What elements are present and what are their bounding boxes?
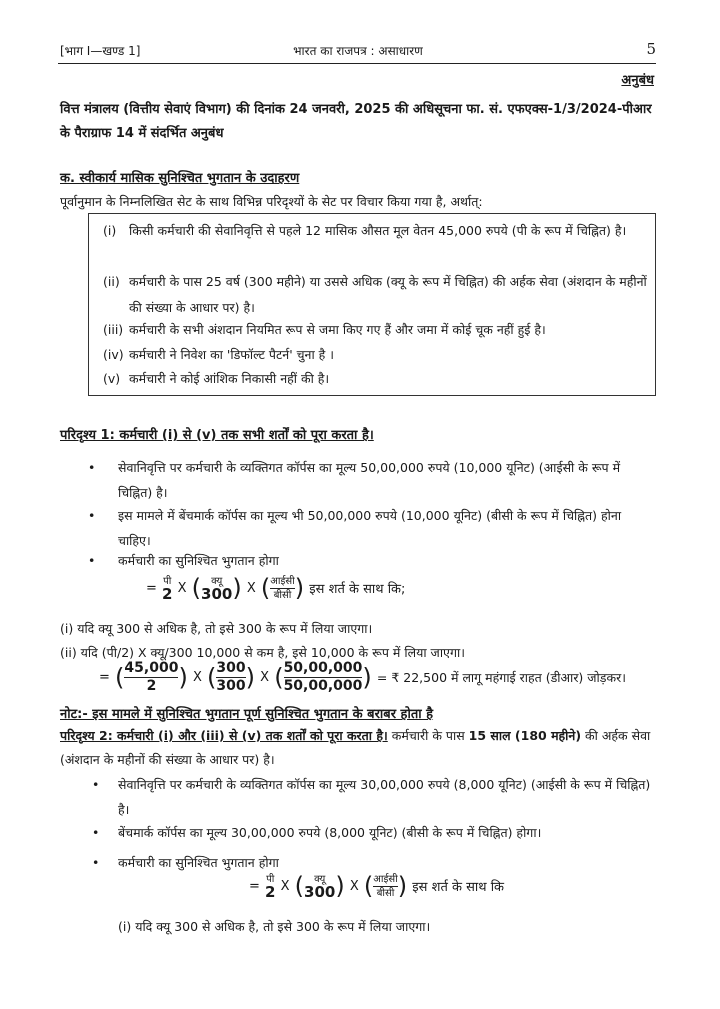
- list-item: [88, 548, 656, 573]
- header-divider: [58, 63, 656, 64]
- condition-text: कर्मचारी के सभी अंशदान नियमित रूप से जमा किए गए हैं और जमा में कोई चूक नहीं हुई है।: [129, 322, 546, 337]
- formula-condition-text: इस शर्त के साथ कि: [412, 880, 505, 895]
- fraction-ic-over-bc: [373, 873, 397, 900]
- list-item: [88, 503, 656, 553]
- fraction-denominator: 50,00,000: [283, 678, 363, 694]
- formula-condition-2: (ii) यदि (पी/2) X क्यू/300 10,000 से कम है, इसे 10,000 के रूप में लिया जाएगा।: [60, 645, 465, 660]
- fraction-denominator: 2: [124, 677, 178, 695]
- fraction-numerator: आईसी: [270, 575, 295, 587]
- list-item: [92, 772, 656, 822]
- fraction-denominator: बीसी: [373, 886, 397, 900]
- bullet-text: इस मामले में बेंचमार्क कॉर्पस का मूल्य भी 50,00,000 रुपये (10,000 यूनिट) (बीसी के रूप में चिह्नित) होना चाहिए।: [118, 508, 622, 548]
- annex-title: अनुबंध: [621, 73, 654, 88]
- calculation-result: = ₹ 22,500 में लागू महंगाई राहत (डीआर) जोड़कर।: [376, 670, 626, 685]
- fraction-q-over-300: [201, 575, 232, 601]
- scenario-2-text: की अर्हक सेवा (अंशदान के महीनों की संख्या के आधार पर) है।: [60, 728, 651, 767]
- multiply-sign: X: [177, 580, 187, 596]
- fraction-ic-over-bc: [270, 575, 294, 602]
- bullet-text: बेंचमार्क कॉर्पस का मूल्य 30,00,000 रुपये (8,000 यूनिट) (बीसी के रूप में चिह्नित) होगा।: [118, 825, 542, 840]
- condition-number: (iv): [103, 347, 124, 362]
- fraction-numerator: पी: [266, 874, 275, 885]
- intro-paragraph: वित्त मंत्रालय (वित्तीय सेवाएं विभाग) की दिनांक 24 जनवरी, 2025 की अधिसूचना फा. सं. एफएक्स-1/3/2024-पीआर के पैराग्राफ 14 में संदर्भित अनुबंध: [60, 102, 652, 141]
- fraction-denominator: 300: [201, 585, 233, 603]
- bullet-icon: •: [88, 508, 96, 523]
- equals-sign: =: [146, 580, 157, 596]
- condition-item: [95, 317, 647, 343]
- equals-sign: =: [249, 878, 260, 894]
- bullet-icon: •: [92, 855, 100, 870]
- fraction-numerator: आईसी: [373, 873, 398, 885]
- bullet-text: कर्मचारी का सुनिश्चित भुगतान होगा: [118, 553, 279, 568]
- fraction-numerator: 300: [216, 660, 246, 676]
- fraction-p-over-2: [162, 575, 172, 601]
- premise-text: पूर्वानुमान के निम्नलिखित सेट के साथ विभिन्न परिदृश्यों के सेट पर विचार किया गया है, अर्थात्:: [60, 194, 483, 209]
- condition-number: (v): [103, 371, 121, 386]
- bullet-icon: •: [92, 825, 100, 840]
- page-header: [60, 40, 656, 62]
- condition-text: कर्मचारी ने कोई आंशिक निकासी नहीं की है।: [129, 371, 330, 386]
- list-item: [92, 820, 656, 845]
- fraction-denominator: 2: [162, 585, 173, 603]
- fraction-denominator: बीसी: [270, 588, 294, 602]
- fraction-numerator: 50,00,000: [283, 660, 363, 676]
- bullet-text: कर्मचारी का सुनिश्चित भुगतान होगा: [118, 855, 279, 870]
- page-number: 5: [646, 40, 656, 58]
- condition-item: [95, 218, 647, 244]
- condition-item: [95, 366, 647, 392]
- scenario-2-service-period: 15 साल (180 महीने): [468, 728, 582, 743]
- section-a-title: क. स्वीकार्य मासिक सुनिश्चित भुगतान के उदाहरण: [60, 171, 300, 186]
- condition-text: किसी कर्मचारी की सेवानिवृत्ति से पहले 12 मासिक औसत मूल वेतन 45,000 रुपये (पी के रूप में चिह्नित) है।: [129, 223, 627, 238]
- payout-calculation: = ( $\frac{45,000}{2}$ ) X ( $\frac{300}{300}$ ) X ( $\frac{50,00,000}{50,00,000}$ ) = ₹ 22,500 में लागू महंगाई राहत (डीआर) जोड़कर।: [99, 660, 626, 694]
- header-part-section: [भाग I—खण्ड 1]: [60, 44, 141, 58]
- fraction-numerator: पी: [163, 576, 172, 587]
- condition-number: (iii): [103, 322, 124, 337]
- multiply-sign: X: [349, 878, 359, 894]
- scenario-2-text: कर्मचारी के पास: [387, 728, 469, 743]
- fraction-salary: [124, 660, 178, 695]
- scenario-1-title: परिदृश्य 1: कर्मचारी (i) से (v) तक सभी शर्तों को पूरा करता है।: [60, 428, 374, 443]
- scenario-1-heading: [60, 424, 656, 448]
- bullet-icon: •: [88, 460, 96, 475]
- formula-condition-1: (i) यदि क्यू 300 से अधिक है, तो इसे 300 के रूप में लिया जाएगा।: [118, 919, 431, 934]
- payout-formula: = पी 2 X ( क्यू 300 ) X ( $\frac{\text{आईसी}}{\text{बीसी}}$ ) इस शर्त के साथ कि;: [146, 574, 406, 603]
- scenario-2-title: परिदृश्य 2: कर्मचारी (i) और (iii) से (v) तक शर्तों को पूरा करता है।: [60, 728, 388, 743]
- bullet-icon: •: [88, 553, 96, 568]
- formula-condition-1: (i) यदि क्यू 300 से अधिक है, तो इसे 300 के रूप में लिया जाएगा।: [60, 621, 373, 636]
- multiply-sign: X: [280, 878, 290, 894]
- bullet-text: सेवानिवृत्ति पर कर्मचारी के व्यक्तिगत कॉर्पस का मूल्य 50,00,000 रुपये (10,000 यूनिट) (आईसी के रूप में चिह्नित) है।: [118, 460, 621, 500]
- condition-item: [95, 269, 647, 321]
- note-text: नोट:- इस मामले में सुनिश्चित भुगतान पूर्ण सुनिश्चित भुगतान के बराबर होता है: [60, 707, 434, 722]
- fraction-denominator: 300: [216, 678, 246, 694]
- bullet-text: सेवानिवृत्ति पर कर्मचारी के व्यक्तिगत कॉर्पस का मूल्य 30,00,000 रुपये (8,000 यूनिट) (आईसी के रूप में चिह्नित) है।: [118, 777, 651, 817]
- fraction-numerator: 45,000: [124, 660, 179, 676]
- fraction-numerator: क्यू: [211, 576, 223, 587]
- header-gazette-title: भारत का राजपत्र : असाधारण: [293, 44, 423, 58]
- condition-text: कर्मचारी ने निवेश का 'डिफॉल्ट पैटर्न' चुना है ।: [129, 347, 335, 362]
- list-item: [88, 455, 656, 505]
- fraction-denominator: 300: [304, 883, 336, 901]
- condition-number: (i): [103, 223, 117, 238]
- fraction-denominator: 2: [265, 883, 276, 901]
- condition-number: (ii): [103, 274, 120, 289]
- multiply-sign: X: [246, 580, 256, 596]
- fraction-corpus: [284, 660, 363, 695]
- payout-formula-2: = पी 2 X ( क्यू 300 ) X ( $\frac{\text{आईसी}}{\text{बीसी}}$ ) इस शर्त के साथ कि: [249, 872, 505, 901]
- fraction-p-over-2: [265, 873, 275, 899]
- scenario-2-heading: [60, 724, 656, 772]
- fraction-numerator: क्यू: [314, 874, 326, 885]
- fraction-q-over-300: [304, 873, 335, 899]
- fraction-service: [216, 660, 245, 695]
- condition-text: कर्मचारी के पास 25 वर्ष (300 महीने) या उससे अधिक (क्यू के रूप में चिह्नित) की अर्हक सेवा (अंशदान के महीनों की संख्या के आधार पर) है।: [129, 274, 647, 315]
- formula-condition-text: इस शर्त के साथ कि;: [309, 582, 406, 597]
- conditions-box: [88, 213, 656, 396]
- bullet-icon: •: [92, 777, 100, 792]
- condition-item: [95, 342, 647, 368]
